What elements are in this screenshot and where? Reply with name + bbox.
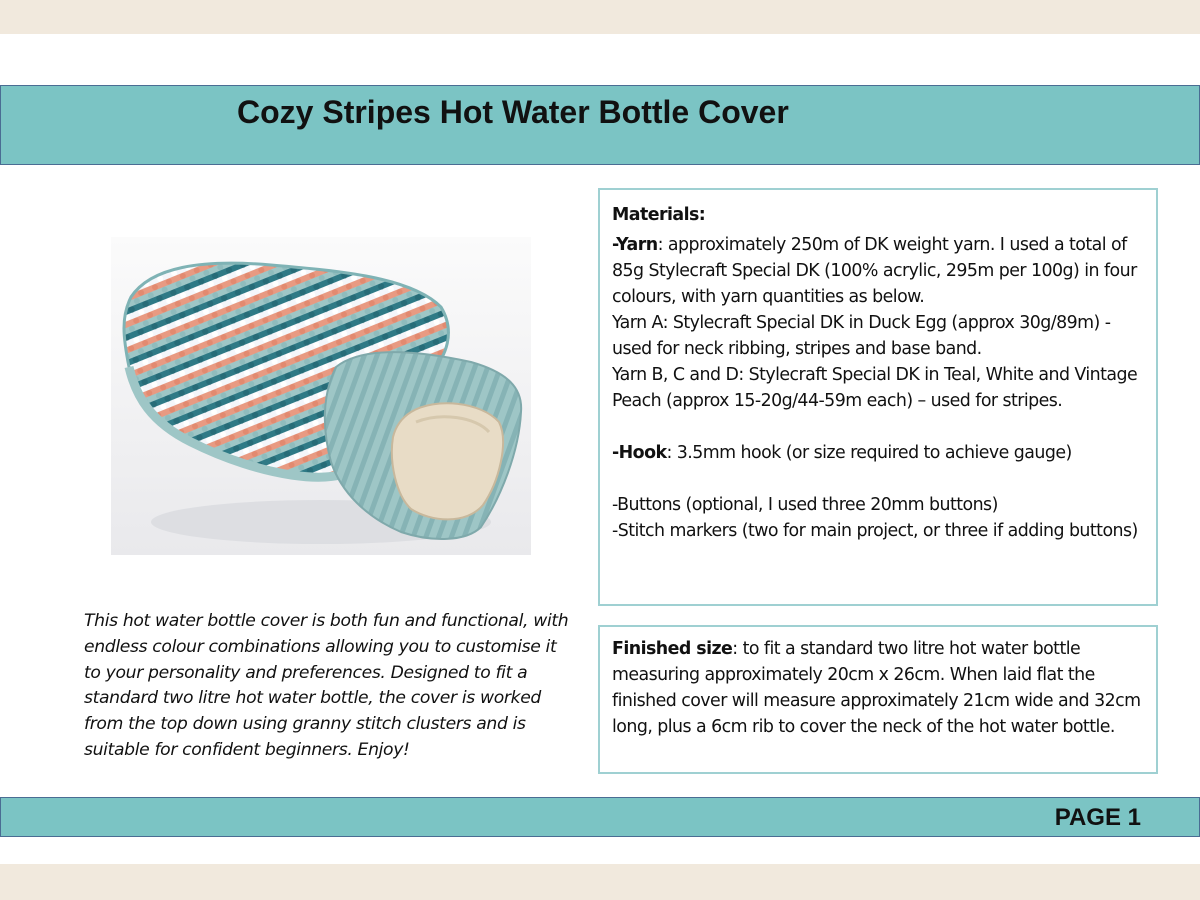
- stitch-markers-text: -Stitch markers (two for main project, or three if adding buttons): [612, 521, 1138, 541]
- hook-label: -Hook: [612, 443, 667, 463]
- page-title: Cozy Stripes Hot Water Bottle Cover: [237, 94, 789, 130]
- yarn-text: : approximately 250m of DK weight yarn. I used a total of 85g Stylecraft Special DK (100% acrylic, 295m per 100g) in four colours, with yarn quantities as below.: [612, 235, 1137, 307]
- yarn-a-text: Yarn A: Stylecraft Special DK in Duck Egg (approx 30g/89m) - used for neck ribbing, stripes and base band.: [612, 313, 1111, 359]
- materials-heading: Materials:: [612, 205, 706, 225]
- yarn-paragraph: [612, 232, 1144, 310]
- finished-size-label: Finished size: [612, 639, 733, 659]
- yarn-label: -Yarn: [612, 235, 658, 255]
- finished-size-text: : to fit a standard two litre hot water bottle measuring approximately 20cm x 26cm. When laid flat the finished cover will measure approximately 21cm wide and 32cm long, plus a 6cm rib to cover the neck of the hot water bottle.: [612, 639, 1141, 737]
- intro-text: This hot water bottle cover is both fun and functional, with endless colour combinations allowing you to customise it to your personality and preferences. Designed to fit a standard two litre hot water bottle, the cover is worked from the top down using granny stitch clusters and is suitable for confident beginners. Enjoy!: [84, 611, 569, 760]
- hot-water-bottle-photo: [111, 237, 531, 555]
- finished-size-paragraph: [612, 636, 1144, 740]
- buttons-text: -Buttons (optional, I used three 20mm buttons): [612, 495, 998, 515]
- footer-bar: [0, 797, 1200, 837]
- finished-size-box: [598, 625, 1158, 774]
- hook-text: : 3.5mm hook (or size required to achieve gauge): [666, 443, 1072, 463]
- page: [0, 34, 1200, 864]
- title-bar: [0, 85, 1200, 165]
- materials-box: [598, 188, 1158, 606]
- yarn-bcd-text: Yarn B, C and D: Stylecraft Special DK in Teal, White and Vintage Peach (approx 15-20g/44-59m each) – used for stripes.: [612, 365, 1138, 411]
- page-number: PAGE 1: [1054, 804, 1141, 831]
- hook-paragraph: [612, 440, 1144, 466]
